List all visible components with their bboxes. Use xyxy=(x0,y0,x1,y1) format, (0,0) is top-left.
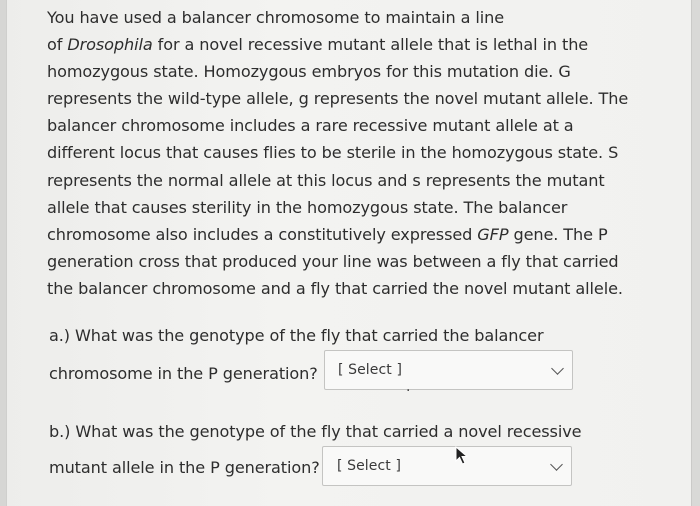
question-a-line-2: chromosome in the P generation? xyxy=(49,364,318,383)
passage-line-5: balancer chromosome includes a rare recessive mutant allele at a xyxy=(47,116,574,136)
passage-line-1: You have used a balancer chromosome to maintain a line xyxy=(47,8,505,27)
question-a-line-1: a.) What was the genotype of the fly that carried the balancer xyxy=(49,326,544,345)
passage-line-3: homozygous state. Homozygous embryos for this mutation die. G xyxy=(47,62,571,82)
answer-b-select[interactable] xyxy=(322,446,572,486)
question-b-line-1: b.) What was the genotype of the fly that carried a novel recessive xyxy=(49,422,582,441)
passage-line-8: allele that causes sterility in the homozygous state. The balancer xyxy=(47,197,568,217)
trailing-dot: . xyxy=(406,379,411,395)
right-scrollbar[interactable] xyxy=(691,0,700,506)
question-passage xyxy=(47,4,647,302)
gene-name: GFP xyxy=(477,224,509,244)
chevron-down-icon xyxy=(550,458,563,471)
passage-line-9 xyxy=(47,221,647,248)
passage-text: of xyxy=(47,35,68,55)
passage-line-2 xyxy=(47,31,647,58)
passage-line-6: different locus that causes flies to be sterile in the homozygous state. S xyxy=(47,143,619,163)
passage-text: chromosome also includes a constitutively expressed xyxy=(47,224,478,244)
passage-line-11: the balancer chromosome and a fly that carried the novel mutant allele. xyxy=(47,278,623,298)
answer-a-select[interactable] xyxy=(324,350,573,390)
chevron-down-icon xyxy=(551,362,564,375)
passage-text: gene. The P xyxy=(508,224,608,244)
mouse-pointer-icon xyxy=(455,446,469,466)
select-placeholder: [ Select ] xyxy=(337,458,402,474)
species-name: Drosophila xyxy=(67,35,153,55)
passage-text: for a novel recessive mutant allele that is lethal in the xyxy=(152,35,589,55)
passage-line-7: represents the normal allele at this locus and s represents the mutant xyxy=(47,170,605,190)
select-placeholder: [ Select ] xyxy=(338,362,403,378)
passage-line-10: generation cross that produced your line was between a fly that carried xyxy=(47,251,619,271)
left-bezel xyxy=(0,0,7,506)
question-b-line-2: mutant allele in the P generation? xyxy=(49,458,320,477)
passage-line-4: represents the wild-type allele, g represents the novel mutant allele. The xyxy=(47,89,629,109)
